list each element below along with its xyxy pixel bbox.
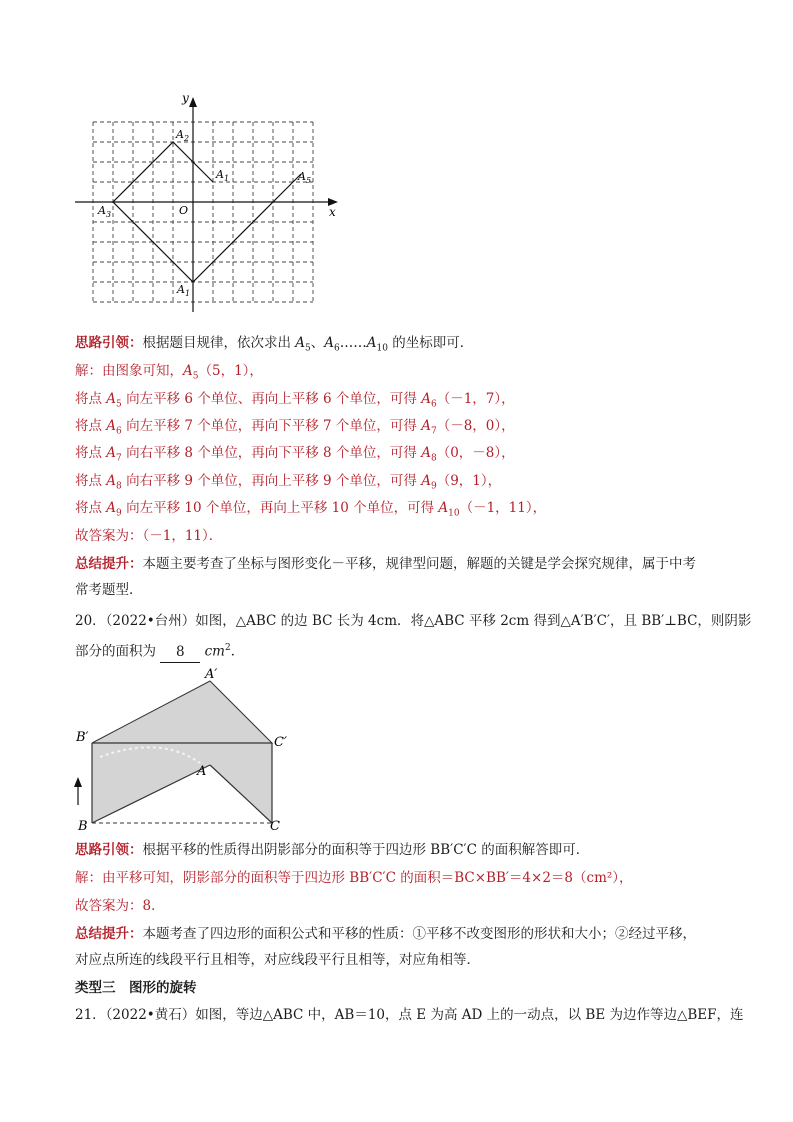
x-label: x (329, 205, 336, 219)
solution-intro: 解：由图象可知，$A_5(5$，1）， (75, 363, 263, 382)
q20-question-cont: 部分的面积为 8 $cm^2$． (75, 638, 244, 663)
q20-hint: 思路引领：根据平移的性质得出阴影部分的面积等于四边形 BB′C′C 的面积解答即可． (75, 842, 590, 858)
label-C: C (270, 819, 280, 834)
label-A1-near: $A_1$ (216, 168, 230, 183)
q20-summary-cont: 对应点所连的线段平行且相等，对应线段平行且相等，对应角相等． (75, 952, 480, 968)
label-A-prime: A′ (205, 667, 218, 682)
q19-answer: 故答案为：（－1，11）． (75, 528, 223, 544)
hint-line: 思路引领：根据题目规律，依次求出 $A_5$、$A_6\dots\dots A_{10}$ 的坐标即可． (75, 335, 474, 354)
shaded-region (92, 743, 272, 823)
q19-summary-cont: 常考题型． (75, 582, 143, 598)
q19-summary: 总结提升：本题主要考查了坐标与图形变化－平移，规律型问题，解题的关键是学会探究规律，属于中考 (75, 556, 696, 572)
label-B: B (78, 819, 88, 834)
label-A2: $A_2$ (176, 128, 190, 143)
triangle-top (92, 681, 272, 743)
section-heading: 类型三 图形的旋转 (75, 980, 197, 996)
q21-question: 21．（2022•黄石）如图，等边△ABC 中，AB＝10，点 E 为高 AD 上的一动点，以 BE 为边作等边△BEF，连 (75, 1007, 744, 1023)
solution-step: 将点 $A_7$ 向右平移 8 个单位，再向下平移 8 个单位，可得 $A_8(0$，－8）， (75, 445, 515, 464)
q20-solution: 解：由平移可知，阴影部分的面积等于四边形 BB′C′C 的面积＝BC×BB′＝4×2＝8（cm²）， (75, 870, 633, 886)
origin-label: O (179, 204, 189, 217)
solution-step: 将点 $A_8$ 向右平移 9 个单位，再向上平移 9 个单位，可得 $A_9(9$，1）， (75, 473, 502, 492)
q20-question: 20．（2022•台州）如图，△ABC 的边 BC 长为 4cm．将△ABC 平移 2cm 得到△A′B′C′，且 BB′⊥BC，则阴影 (75, 613, 752, 629)
y-label: y (182, 91, 189, 105)
y-axis-arrow (189, 97, 197, 107)
solution-step: 将点 $A_9$ 向左平移 10 个单位，再向上平移 10 个单位，可得 $A_{10}(-1$，11）， (75, 500, 547, 519)
label-A: A (197, 764, 207, 779)
label-A5: $A_5$ (298, 170, 312, 185)
label-A3: $A_3$ (98, 204, 112, 219)
spiral-path (113, 142, 301, 282)
coordinate-figure (70, 90, 350, 315)
label-A4: $A_1$ (177, 283, 191, 298)
answer-blank: 8 (160, 642, 200, 663)
label-C-prime: C′ (274, 735, 287, 750)
dashed-grid (93, 122, 313, 302)
translation-figure (70, 665, 310, 835)
q20-summary: 总结提升：本题考查了四边形的面积公式和平移的性质：①平移不改变图形的形状和大小；②经过平移， (75, 926, 696, 942)
label-B-prime: B′ (76, 730, 89, 745)
q20-answer: 故答案为：8． (75, 898, 165, 914)
solution-step: 将点 $A_5$ 向左平移 6 个单位、再向上平移 6 个单位，可得 $A_6(-1$，7）， (75, 391, 515, 410)
solution-step: 将点 $A_6$ 向左平移 7 个单位，再向下平移 7 个单位，可得 $A_7(-8$，0）， (75, 418, 515, 437)
